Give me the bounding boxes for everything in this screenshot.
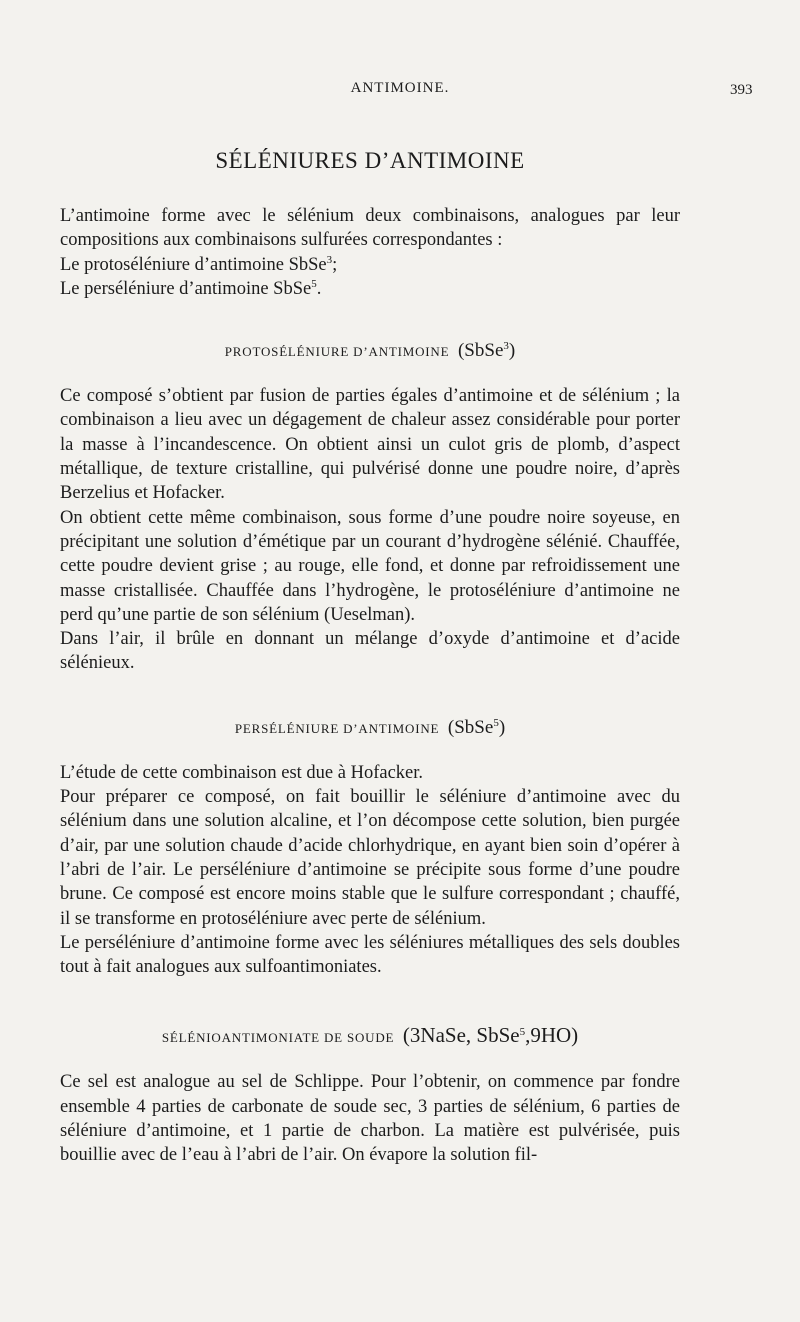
page-content: [60, 148, 680, 1168]
formula-close: ): [498, 716, 506, 738]
section-heading-selenioantimoniate: [60, 1023, 680, 1050]
intro-paragraph: L’antimoine forme avec le sélénium deux combinaisons, analogues par leur compositions aux combinaisons sulfurées correspondantes :: [60, 206, 680, 251]
section-heading-selenioantimoniate-caps: SÉLÉNIOANTIMONIATE DE SOUDE: [161, 1030, 395, 1046]
formula-sup: 5: [493, 716, 499, 729]
chapter-title: SÉLÉNIURES D’ANTIMOINE: [215, 148, 525, 173]
perselenide-paragraph-2: Pour préparer ce composé, on fait bouillir le séléniure d’antimoine avec du sélénium dans une solution alcaline, et l’on décompose cette solution, bien purgée d’air, par une solution chaude d’acide chlorhydrique, en ayant bien soin d’opérer à l’abri de l’air. Le perséléniure d’antimoine se précipite sous forme d’une poudre brune. Ce composé est encore moins stable que le sulfure correspondant ; chauffé, il se transforme en protoséléniure avec perte de sélénium.: [60, 787, 680, 929]
formula-open: (SbSe: [447, 716, 494, 738]
intro-line-protoselenide-sup: 3: [326, 253, 333, 266]
formula-open: (3NaSe, SbSe: [402, 1023, 520, 1048]
intro-line-perselenide: [60, 277, 680, 301]
section-heading-perselenide-caps: PERSÉLÉNIURE D’ANTIMOINE: [234, 720, 440, 736]
intro-line-perselenide-text: Le perséléniure d’antimoine SbSe: [60, 278, 312, 299]
perselenide-paragraph-3: Le perséléniure d’antimoine forme avec les séléniures métalliques des sels doubles tout à fait analogues aux sulfoantimoniates.: [60, 932, 680, 978]
intro-line-perselenide-sup: 5: [311, 277, 317, 290]
intro-line-perselenide-end: .: [316, 278, 322, 299]
intro-line-protoselenide-text: Le protoséléniure d’antimoine SbSe: [60, 254, 327, 275]
running-title: ANTIMOINE.: [350, 80, 450, 96]
intro-line-protoselenide-end: ;: [332, 254, 338, 275]
protoselenide-paragraph-1: Ce composé s’obtient par fusion de parties égales d’antimoine et de sélénium ; la combinaison a lieu avec un dégagement de chaleur assez considérable pour porter la masse à l’incandescence. On obtient ainsi un culot gris de plomb, d’aspect métallique, de texture cristalline, qui pulvérisé donne une poudre noire, d’après Berzelius et Hofacker.: [60, 386, 680, 504]
page-number: 393: [730, 82, 753, 98]
formula-close: ,9HO): [525, 1023, 579, 1048]
formula-close: ): [508, 340, 516, 362]
formula-sup: 3: [503, 340, 509, 353]
formula-open: (SbSe: [457, 340, 504, 362]
perselenide-paragraph-1: L’étude de cette combinaison est due à Hofacker.: [60, 762, 424, 783]
section-heading-perselenide-formula: [448, 717, 505, 738]
formula-sup: 5: [519, 1026, 526, 1039]
section-heading-perselenide: [60, 716, 680, 741]
intro-line-protoselenide: [60, 253, 680, 277]
section-heading-protoselenide: [60, 339, 680, 364]
protoselenide-paragraph-3: Dans l’air, il brûle en donnant un mélange d’oxyde d’antimoine et d’acide sélénieux.: [60, 629, 680, 674]
section-heading-selenioantimoniate-formula: [403, 1023, 578, 1047]
section-heading-protoselenide-caps: PROTOSÉLÉNIURE D’ANTIMOINE: [224, 344, 450, 360]
protoselenide-paragraph-2: On obtient cette même combinaison, sous forme d’une poudre noire soyeuse, en précipitant une solution d’émétique par un courant d’hydrogène sélénié. Chauffée, cette poudre devient grise ; au rouge, elle fond, et donne par refroidissement une masse cristallisée. Chauffée dans l’hydrogène, le protoséléniure d’antimoine ne perd qu’une partie de son sélénium (Ueselman).: [60, 507, 680, 625]
selenioantimoniate-paragraph-1: Ce sel est analogue au sel de Schlippe. Pour l’obtenir, on commence par fondre ensemble 4 parties de carbonate de soude sec, 3 parties de sélénium, 6 parties de séléniure d’antimoine, et 1 partie de charbon. La matière est pulvérisée, puis bouillie avec de l’eau à l’abri de l’air. On évapore la solution fil-: [60, 1072, 680, 1166]
section-heading-protoselenide-formula: [458, 340, 515, 361]
